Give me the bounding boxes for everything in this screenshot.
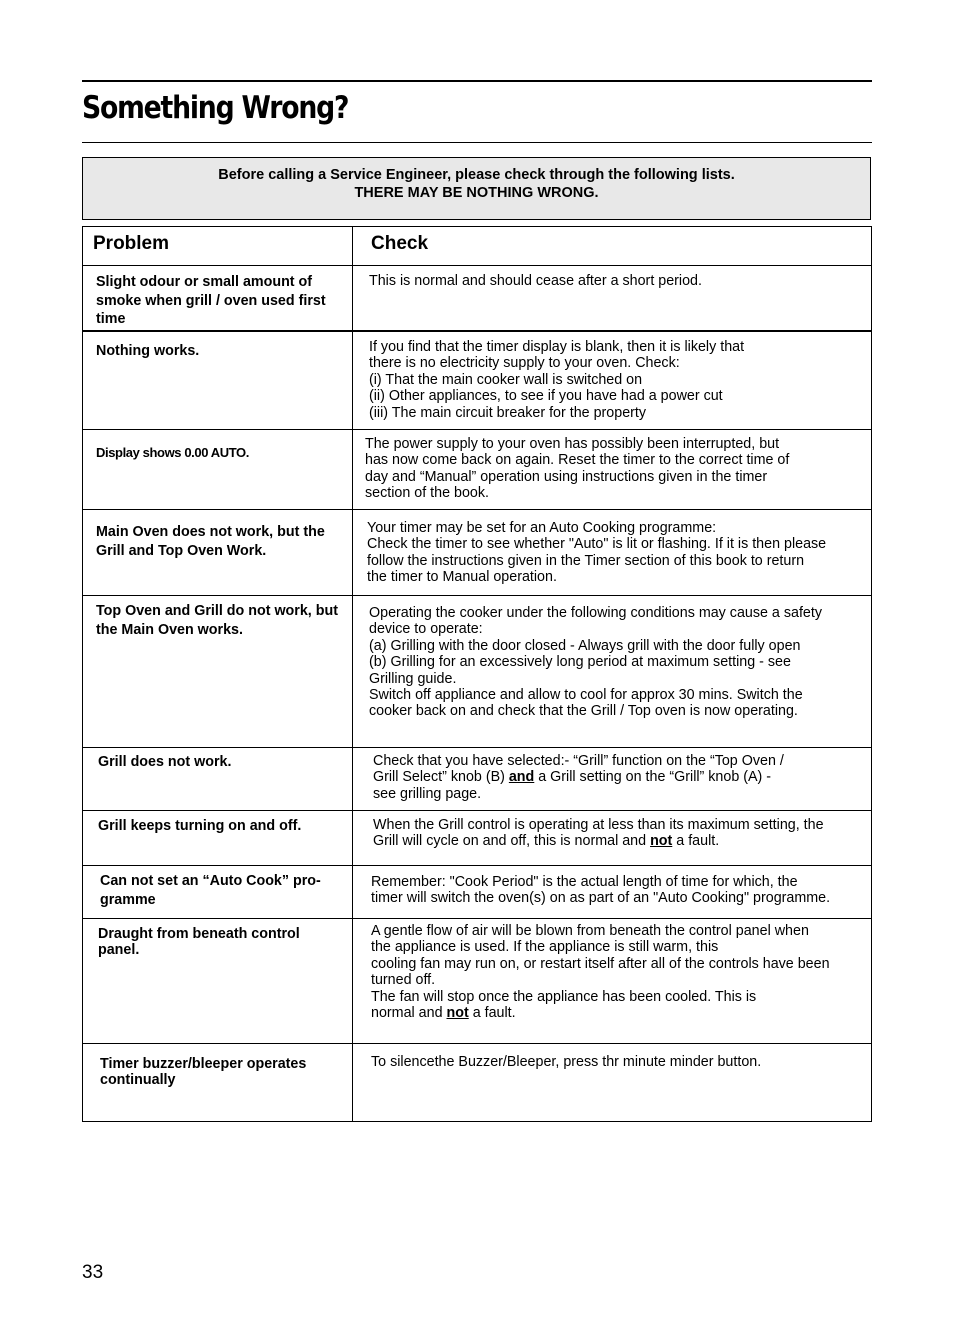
check-cell bbox=[353, 748, 871, 810]
check-line: (a) Grilling with the door closed - Always grill with the door fully open bbox=[369, 637, 801, 654]
check-text: a fault. bbox=[468, 1005, 516, 1022]
emphasis-not: not bbox=[650, 833, 673, 850]
notice-line-1: Before calling a Service Engineer, please check through the following lists. bbox=[218, 167, 735, 183]
emphasis-not: not bbox=[446, 1005, 469, 1022]
page-number: 33 bbox=[82, 1262, 104, 1283]
title-rule-bottom bbox=[82, 142, 872, 143]
table-row bbox=[83, 330, 871, 429]
check-line: (b) Grilling for an excessively long period at maximum setting - see bbox=[369, 654, 791, 671]
table-row bbox=[83, 595, 871, 747]
page-title: Something Wrong? bbox=[82, 90, 349, 126]
check-line: If you find that the timer display is blank, then it is likely that bbox=[369, 339, 745, 355]
check-line: timer will switch the oven(s) on as part of an "Auto Cooking" programme. bbox=[371, 890, 831, 907]
check-line: To silencethe Buzzer/Bleeper, press thr minute minder button. bbox=[371, 1054, 762, 1070]
check-line: Operating the cooker under the following conditions may cause a safety bbox=[369, 605, 822, 621]
table-row bbox=[83, 747, 871, 810]
check-line: When the Grill control is operating at less than its maximum setting, the bbox=[373, 817, 824, 833]
check-line: (i) That the main cooker wall is switched on bbox=[369, 371, 643, 388]
problem-cell: Grill keeps turning on and off. bbox=[83, 811, 353, 865]
check-cell bbox=[353, 919, 871, 1043]
check-cell bbox=[353, 866, 871, 918]
title-rule-top bbox=[82, 80, 872, 82]
problem-cell: Top Oven and Grill do not work, but the Main Oven works. bbox=[83, 596, 353, 747]
problem-cell: Draught from beneath control panel. bbox=[83, 919, 353, 1043]
check-line: see grilling page. bbox=[373, 785, 482, 802]
check-line: the appliance is used. If the appliance is still warm, this bbox=[371, 939, 719, 956]
table-row bbox=[83, 509, 871, 595]
check-line: (ii) Other appliances, to see if you have had a power cut bbox=[369, 388, 723, 405]
check-line: turned off. bbox=[371, 972, 436, 989]
check-text: normal and bbox=[371, 1005, 447, 1022]
check-line bbox=[373, 769, 867, 785]
problem-cell: Nothing works. bbox=[83, 332, 353, 429]
check-line: Remember: "Cook Period" is the actual length of time for which, the bbox=[371, 874, 798, 890]
check-line: follow the instructions given in the Timer section of this book to return bbox=[367, 552, 805, 569]
check-cell bbox=[353, 1044, 871, 1121]
check-line bbox=[371, 1005, 867, 1021]
problem-cell: Display shows 0.00 AUTO. bbox=[83, 430, 353, 509]
check-line: (iii) The main circuit breaker for the property bbox=[369, 404, 647, 421]
check-line: This is normal and should cease after a short period. bbox=[369, 273, 702, 289]
notice-line-2: THERE MAY BE NOTHING WRONG. bbox=[354, 185, 599, 201]
check-cell bbox=[353, 510, 871, 595]
check-line: device to operate: bbox=[369, 621, 483, 638]
check-cell bbox=[353, 596, 871, 747]
check-line: Check the timer to see whether "Auto" is lit or flashing. If it is then please bbox=[367, 536, 827, 553]
troubleshooting-table bbox=[82, 226, 872, 1122]
emphasis-and: and bbox=[508, 769, 535, 786]
check-line: The fan will stop once the appliance has been cooled. This is bbox=[371, 988, 757, 1005]
check-cell bbox=[353, 332, 871, 429]
check-line: cooker back on and check that the Grill / Top oven is now operating. bbox=[369, 703, 798, 720]
check-line: section of the book. bbox=[365, 485, 489, 502]
check-text: a fault. bbox=[672, 833, 720, 850]
check-cell bbox=[353, 430, 871, 509]
problem-cell: Main Oven does not work, but the Grill and Top Oven Work. bbox=[83, 510, 353, 595]
problem-cell: Timer buzzer/bleeper operates continually bbox=[83, 1044, 353, 1121]
check-text: Grill Select” knob (B) bbox=[373, 769, 509, 786]
check-line: there is no electricity supply to your oven. Check: bbox=[369, 355, 680, 372]
table-row bbox=[83, 918, 871, 1043]
check-line: cooling fan may run on, or restart itself after all of the controls have been bbox=[371, 955, 830, 972]
check-line: The power supply to your oven has possibly been interrupted, but bbox=[365, 436, 780, 452]
problem-cell: Grill does not work. bbox=[83, 748, 353, 810]
check-cell bbox=[353, 266, 871, 330]
header-check: Check bbox=[371, 233, 429, 254]
problem-cell: Can not set an “Auto Cook” pro-gramme bbox=[83, 866, 353, 918]
check-text: a Grill setting on the “Grill” knob (A) - bbox=[534, 769, 772, 786]
check-line: day and “Manual” operation using instructions given in the timer bbox=[365, 468, 768, 485]
table-header-row bbox=[83, 227, 871, 265]
check-line: Check that you have selected:- “Grill” function on the “Top Oven / bbox=[373, 753, 784, 769]
check-line: Switch off appliance and allow to cool for approx 30 mins. Switch the bbox=[369, 687, 803, 704]
table-row bbox=[83, 865, 871, 918]
check-line: has now come back on again. Reset the timer to the correct time of bbox=[365, 452, 790, 469]
check-line: A gentle flow of air will be blown from beneath the control panel when bbox=[371, 923, 809, 939]
table-row bbox=[83, 1043, 871, 1121]
table-row bbox=[83, 429, 871, 509]
table-row bbox=[83, 265, 871, 330]
table-row bbox=[83, 810, 871, 865]
check-line: the timer to Manual operation. bbox=[367, 569, 557, 586]
notice-box bbox=[82, 157, 871, 220]
check-line: Grilling guide. bbox=[369, 670, 457, 687]
header-problem: Problem bbox=[83, 227, 353, 265]
check-line bbox=[373, 833, 867, 849]
check-line: Your timer may be set for an Auto Cooking programme: bbox=[367, 520, 717, 536]
problem-cell: Slight odour or small amount of smoke when grill / oven used first time bbox=[83, 266, 353, 330]
check-text: Grill will cycle on and off, this is normal and bbox=[373, 833, 651, 850]
check-cell bbox=[353, 811, 871, 865]
